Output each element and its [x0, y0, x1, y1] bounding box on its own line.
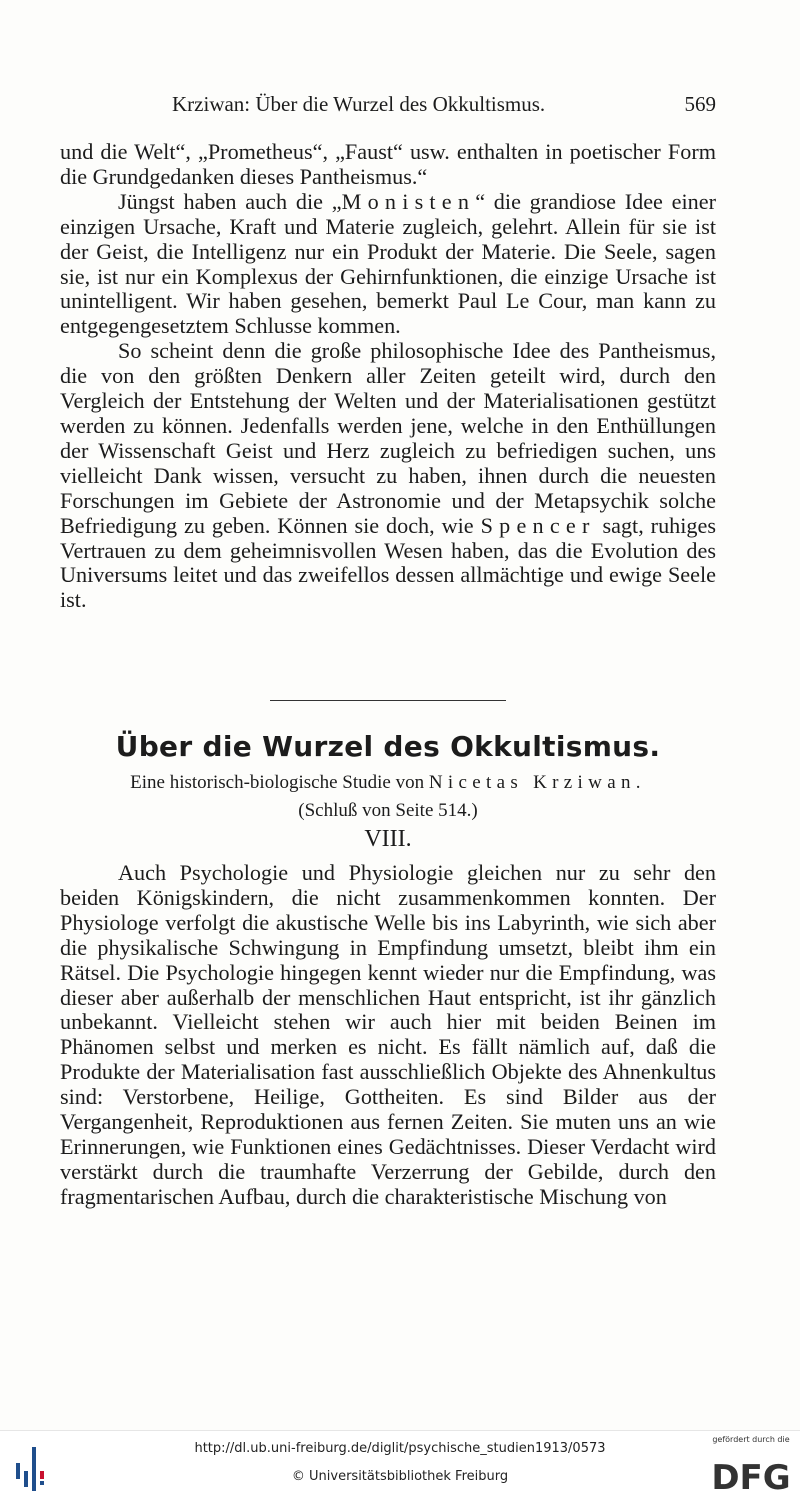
- article-body: [60, 861, 716, 1210]
- page-number: 569: [684, 92, 716, 116]
- viewer-footer: [0, 1430, 800, 1505]
- dfg-logo: [708, 1435, 794, 1501]
- article-subtitle: Eine historisch-biologische Studie von Nicetas Krziwan.: [130, 772, 646, 793]
- paragraph: Auch Psychologie und Physiologie gleichen nur zu sehr den beiden Königskindern, die nicht zusammenkommen konnten. Der Physiologe verfolgt die akustische Welle bis ins Labyrinth, wie sich aber die physikalische Schwingung in Empfindung umsetzt, bleibt ihm ein Rätsel. Die Psychologie hingegen kennt wieder nur die Empfindung, was dieser aber außerhalb der menschlichen Haut entspricht, ist ihr gänzlich unbekannt. Vielleicht stehen wir auch hier mit beiden Beinen im Phänomen selbst und merken es nicht. Es fällt nämlich auf, daß die Produkte der Materialisation fast ausschließlich Objekte des Ahnenkultus sind: Verstorbene, Heilige, Gottheiten. Es sind Bilder aus der Vergangenheit, Reproduktionen aus fernen Zeiten. Sie muten uns an wie Erinnerungen, wie Funktionen eines Gedächtnisses. Dieser Verdacht wird verstärkt durch die traumhafte Verzerrung der Gebilde, durch den fragmentarischen Aufbau, durch die charakteristische Mischung von: [60, 860, 716, 1209]
- spaced-emphasis: Monisten: [341, 188, 476, 214]
- permalink-url[interactable]: http://dl.ub.uni-freiburg.de/diglit/psychische_studien1913/0573: [194, 1441, 606, 1456]
- paragraph: und die Welt“, „Prometheus“, „Faust“ usw. enthalten in poetischer Form die Grundgedanken dieses Pantheismus.“: [60, 139, 716, 189]
- copyright-notice: © Universitätsbibliothek Freiburg: [291, 1469, 509, 1484]
- dfg-logo-icon: [708, 1451, 794, 1497]
- page-header: [60, 92, 716, 122]
- paragraph: So scheint denn die große philosophische Idee des Pantheismus, die von den größten Denkern aller Zeiten geteilt wird, durch den Vergleich der Entstehung der Welten und der Materialisationen gestützt werden zu können. Jedenfalls werden jene, welche in den Enthüllungen der Wissenschaft Geist und Herz zugleich zu befriedigen suchen, uns vielleicht Dank wissen, versucht zu haben, ihnen durch die neuesten Forschungen im Gebiete der Astronomie und der Metapsychik solche Befriedigung zu geben. Können sie doch, wie Spencer sagt, ruhiges Vertrauen zu dem geheimnisvollen Wesen haben, das die Evolution des Universums leitet und das zweifellos dessen allmächtige und ewige Seele ist.: [60, 338, 717, 613]
- continuation-note: (Schluß von Seite 514.): [298, 800, 478, 821]
- previous-article-ending: [60, 140, 716, 613]
- paragraph: Jüngst haben auch die „Monisten“ die grandiose Idee einer einzigen Ursache, Kraft und Materie zugleich, gelehrt. Allein für sie ist der Geist, die Intelligenz nur ein Produkt der Materie. Die Seele, sagen sie, ist nur ein Komplexus der Gehirnfunktionen, die einzige Ursache ist unintelligent. Wir haben gesehen, bemerkt Paul Le Cour, man kann zu entgegengesetztem Schlusse kommen.: [60, 188, 717, 339]
- section-divider: [270, 700, 506, 701]
- funding-note: gefördert durch die: [712, 1435, 790, 1444]
- section-numeral: VIII.: [364, 826, 412, 852]
- running-title: Krziwan: Über die Wurzel des Okkultismus.: [172, 92, 546, 116]
- dfg-logo-text: DFG: [711, 1458, 791, 1497]
- article-title: Über die Wurzel des Okkultismus.: [115, 730, 661, 763]
- author-name: Nicetas Krziwan.: [428, 772, 646, 793]
- spaced-emphasis: Spencer: [480, 512, 596, 538]
